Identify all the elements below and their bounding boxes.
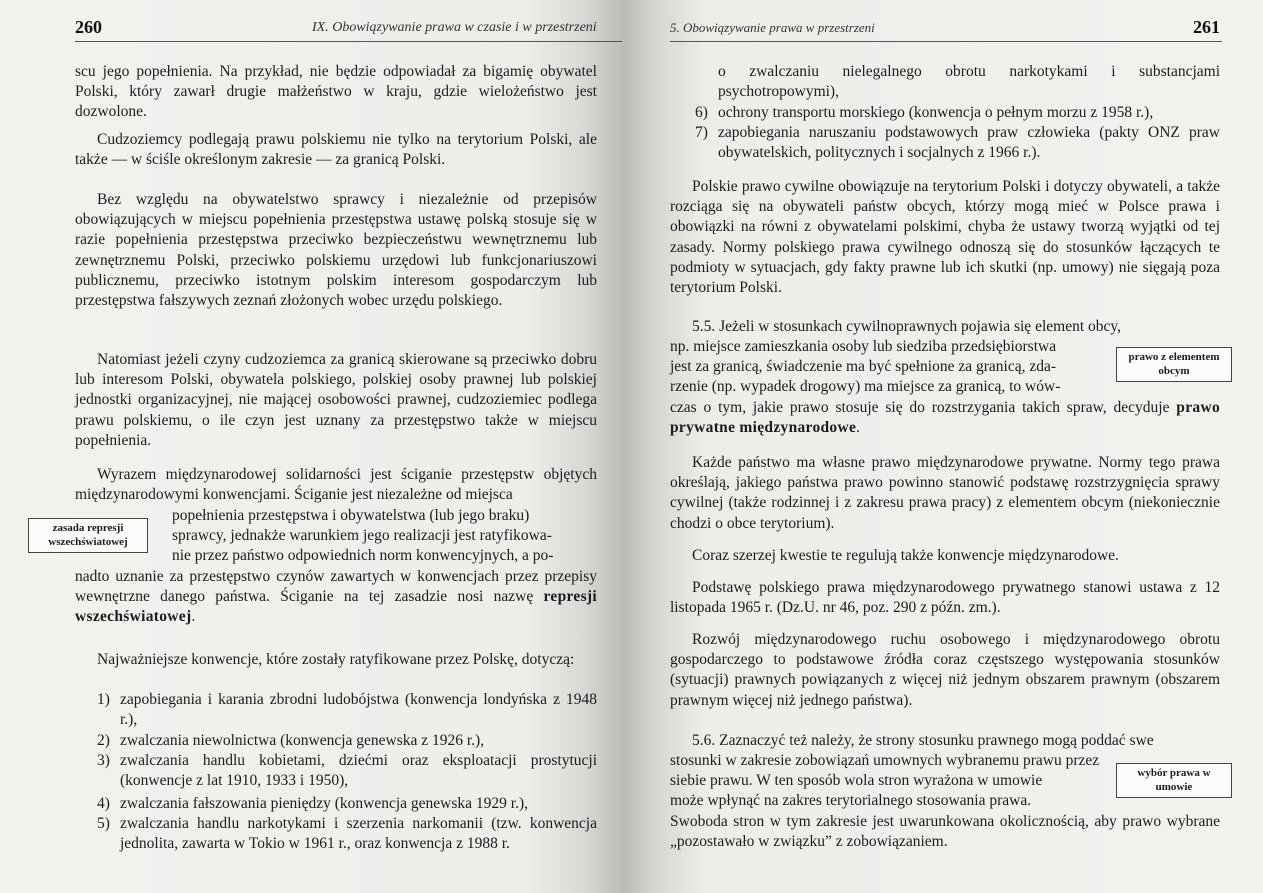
list-number: 3) (97, 752, 110, 769)
list-item (97, 731, 597, 751)
paragraph-line: popełnienia przestępstwa i obywatelstwa (lub jego braku) (172, 507, 530, 524)
list-item (97, 814, 597, 854)
right-page (622, 0, 1263, 893)
paragraph-end: . (856, 419, 861, 437)
page-number-right: 261 (1193, 17, 1220, 37)
list-item (97, 751, 597, 791)
list-text: zwalczania niewolnictwa (konwencja genewska z 1926 r.), (120, 732, 485, 749)
list-text: ochrony transportu morskiego (konwencja o pełnym morzu z 1958 r.), (718, 104, 1154, 121)
paragraph: Cudzoziemcy podlegają prawu polskiemu nie tylko na terytorium Polski, ale także — w ściśle określonym zakresie — za granicą Polski. (75, 131, 597, 169)
list-item (695, 123, 1220, 163)
list-number: 1) (97, 691, 110, 708)
bold-term: prawo prywatne międzynarodowe (670, 399, 1220, 437)
paragraph: Natomiast jeżeli czyny cudzoziemca za granicą skierowane są przeciwko dobru lub interesom Polski, obywatela polskiego, polskiej osoby prawnej lub polskiej jednostki organizacyjnej, nie mającej osobowości prawnej, cudzoziemiec podlega prawu polskiemu, o ile czyn jest uznany za przestępstwo także w miejscu popełnienia. (75, 351, 597, 449)
list-item (97, 690, 597, 730)
paragraph: Każde państwo ma własne prawo międzynarodowe prywatne. Normy tego prawa określają, jakiego państwa prawo powinno stanowić podstawę rozstrzygnięcia sprawy cywilnej (także rodzinnej i z zakresu prawa pracy) z elementem obcym (niekoniecznie chodzi o obce terytorium). (670, 454, 1220, 532)
margin-note: wybór prawa w umowie (1116, 763, 1232, 798)
paragraph (670, 398, 1220, 438)
paragraph-line: sprawcy, jednakże warunkiem jego realizacji jest ratyfikowa- (172, 527, 552, 544)
paragraph-line: stosunki w zakresie zobowiązań umownych wybranemu prawu przez (670, 752, 1100, 769)
paragraph-line: może wpłynąć na zakres terytorialnego stosowania prawa. (670, 792, 1032, 809)
paragraph: Rozwój międzynarodowego ruchu osobowego i międzynarodowego obrotu gospodarczego to podstawowe źródła coraz częstszego występowania stosunków (sytuacji) prawnych powiązanych z więcej niż jednym obszarem prawnym (obszarem prawnym więcej niż jednego państwa). (670, 631, 1220, 709)
list-text: zwalczania handlu narkotykami i szerzenia narkomanii (tzw. konwencja jednolita, zawarta w Tokio w 1961 r., oraz konwencja z 1988 r. (120, 815, 597, 853)
margin-note: prawo z elementem obcym (1116, 347, 1232, 382)
paragraph: Podstawę polskiego prawa międzynarodowego prywatnego stanowi ustawa z 12 listopada 1965 r. (Dz.U. nr 46, poz. 290 z późn. zm.). (670, 579, 1220, 617)
page-number-left: 260 (75, 17, 102, 37)
list-text: zapobiegania i karania zbrodni ludobójstwa (konwencja londyńska z 1948 r.), (120, 691, 597, 729)
list-item (97, 794, 597, 814)
list-text: zapobiegania naruszaniu podstawowych praw człowieka (pakty ONZ praw obywatelskich, politycznych i socjalnych z 1966 r.). (718, 124, 1220, 162)
paragraph-line: siebie prawu. W ten sposób wola stron wyrażona w umowie (670, 772, 1043, 789)
list-item (695, 103, 1220, 123)
list-text: zwalczania fałszowania pieniędzy (konwencja genewska 1929 r.), (120, 795, 528, 812)
paragraph: Coraz szerzej kwestie te regulują także konwencje międzynarodowe. (692, 547, 1119, 564)
running-header-left: IX. Obowiązywanie prawa w czasie i w przestrzeni (312, 20, 597, 35)
paragraph: Swoboda stron w tym zakresie jest uwarunkowana okolicznością, aby prawo wybrane „pozostawało w związku” z zobowiązaniem. (670, 813, 1220, 851)
list-number: 4) (97, 795, 110, 812)
paragraph-end: . (191, 608, 196, 626)
paragraph: Najważniejsze konwencje, które zostały ratyfikowane przez Polskę, dotyczą: (97, 651, 575, 668)
paragraph-line: jest za granicą, świadczenie ma być spełnione za granicą, zda- (670, 358, 1057, 375)
paragraph-text: czas o tym, jakie prawo stosuje się do rozstrzygania takich spraw, decyduje (670, 399, 1177, 416)
paragraph: 5.6. Zaznaczyć też należy, że strony stosunku prawnego mogą poddać swe (692, 732, 1154, 749)
left-page (0, 0, 622, 893)
paragraph (75, 567, 597, 628)
paragraph-line: np. miejsce zamieszkania osoby lub siedziba przedsiębiorstwa (670, 338, 1057, 355)
paragraph: 5.5. Jeżeli w stosunkach cywilnoprawnych pojawia się element obcy, (692, 318, 1121, 335)
header-rule-right (670, 41, 1222, 42)
paragraph: scu jego popełnienia. Na przykład, nie będzie odpowiadał za bigamię obywatel Polski, który zawarł drugie małżeństwo w kraju, gdzie wielożeństwo jest dozwolone. (75, 63, 597, 121)
paragraph-line: rzenie (np. wypadek drogowy) ma miejsce za granicą, to wów- (670, 378, 1061, 395)
margin-note: zasada represji wszechświatowej (28, 518, 148, 553)
header-rule-left (75, 41, 622, 42)
list-number: 2) (97, 732, 110, 749)
list-number: 5) (97, 815, 110, 832)
bold-term: represji wszechświatowej (75, 588, 597, 626)
paragraph: Wyrazem międzynarodowej solidarności jest ściganie przestępstw objętych międzynarodowymi konwencjami. Ściganie jest niezależne od miejsca (75, 466, 597, 504)
list-text: zwalczania handlu kobietami, dziećmi oraz eksploatacji prostytucji (konwencje z lat 1910, 1933 i 1950), (120, 752, 597, 790)
list-continuation: o zwalczaniu nielegalnego obrotu narkotykami i substancjami psychotropowymi), (718, 63, 1220, 101)
running-header-right: 5. Obowiązywanie prawa w przestrzeni (670, 20, 875, 35)
list-number: 7) (695, 124, 708, 141)
list-number: 6) (695, 104, 708, 121)
paragraph-text: nadto uznanie za przestępstwo czynów zawartych w konwencjach przez przepisy wewnętrzne danego państwa. Ściganie na tej zasadzie nosi nazwę (75, 568, 597, 606)
paragraph: Polskie prawo cywilne obowiązuje na terytorium Polski i dotyczy obywateli, a także rozciąga się na obywateli państw obcych, którzy mogą mieć w Polsce prawa i obowiązki na równi z obywatelami polskimi, chyba że ustawy tworzą wyjątki od tej zasady. Normy polskiego prawa cywilnego odnoszą się do stosunków łączących te podmioty w sytuacjach, gdy fakty prawne lub ich skutki (np. umowy) nie sięgają poza terytorium Polski. (670, 178, 1220, 297)
paragraph: Bez względu na obywatelstwo sprawcy i niezależnie od przepisów obowiązujących w miejscu popełnienia przestępstwa ustawę polską stosuje się w razie popełnienia przestępstwa przeciwko bezpieczeństwu wewnętrznemu lub zewnętrznemu Polski, przeciwko polskiemu urzędowi lub funkcjonariuszowi publicznemu, przeciwko istotnym polskim interesom gospodarczym lub przestępstwa fałszywych zeznań złożonych wobec urzędu polskiego. (75, 191, 597, 310)
paragraph-line: nie przez państwo odpowiednich norm konwencyjnych, a po- (172, 547, 554, 564)
